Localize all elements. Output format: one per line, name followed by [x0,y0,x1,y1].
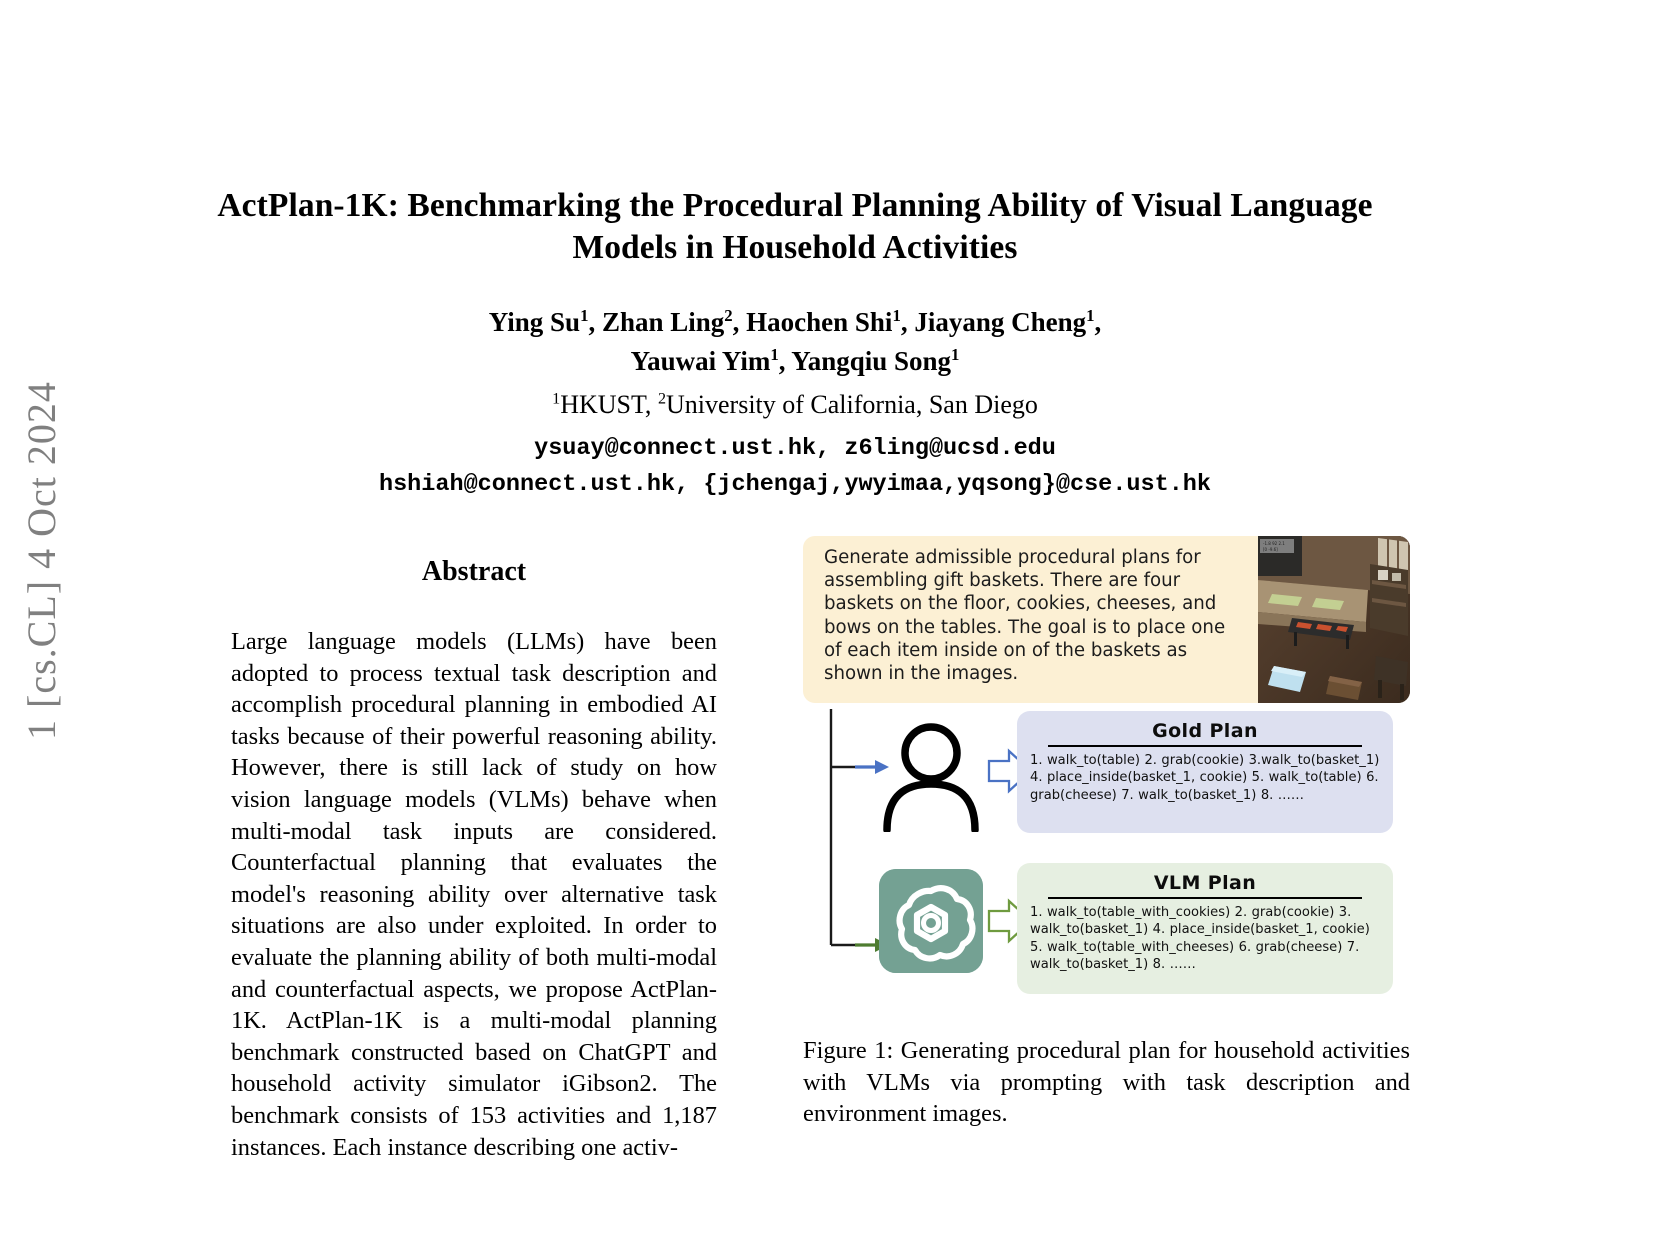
gold-plan-box [1017,711,1393,833]
email-line-1: ysuay@connect.ust.hk, z6ling@ucsd.edu [534,434,1056,462]
vlm-plan-divider [1048,897,1362,899]
task-prompt-box [803,536,1410,703]
abstract-body: Large language models (LLMs) have been adopted to process textual task description and accomplish procedural planning in embodied AI tasks because of their powerful reasoning ability. However, there is still lack of study on how vision language models (VLMs) behave when multi-modal task inputs are considered. Counterfactual planning that evaluates the model's reasoning ability over alternative task situations are also under exploited. In order to evaluate the planning ability of both multi-modal and counterfactual aspects, we propose ActPlan-1K. ActPlan-1K is a multi-modal planning benchmark constructed based on ChatGPT and household activity simulator iGibson2. The benchmark consists of 153 activities and 1,187 instances. Each instance describing one activ- [231,628,717,1161]
author-line-2: Yauwai Yim$^1$, Yangqiu Song$^1$ [630,344,960,376]
title-block [205,185,1385,502]
email-block [205,431,1385,502]
vlm-plan-title: VLM Plan [1153,872,1257,894]
affiliations: $^1$HKUST, $^2$University of California, San Diego [552,390,1038,420]
svg-text:-1.8 92 2.1: -1.8 92 2.1 [1263,541,1285,546]
gold-plan-body: 1. walk_to(table) 2. grab(cookie) 3.walk_to(basket_1) 4. place_inside(basket_1, cookie) 5. walk_to(table) 6. grab(cheese) 7. walk_to(basket_1) 8. …… [1030,753,1380,803]
author-line-1: Ying Su$^1$, Zhan Ling$^2$, Haochen Shi$^1$, Jiayang Cheng$^1$, [488,306,1102,338]
gold-plan-title: Gold Plan [1152,720,1258,742]
simulator-scene-thumbnail [1258,536,1410,703]
figure-flow-diagram [803,709,1410,1009]
gold-plan-divider [1048,745,1362,747]
task-prompt-text: Generate admissible procedural plans for assembling gift baskets. There are four baskets on the floor, cookies, cheeses, and bows on the tables. The goal is to place one of each item inside on of the baskets as shown in the images. [824,547,1226,685]
openai-logo-icon [879,869,983,973]
abstract-heading: Abstract [421,556,527,587]
left-column [231,556,717,1163]
right-column [803,536,1410,1130]
email-line-2: hshiah@connect.ust.hk, {jchengaj,ywyimaa,yqsong}@cse.ust.hk [378,470,1212,498]
author-list [205,303,1385,502]
figure-caption: Figure 1: Generating procedural plan for household activities with VLMs via prompting with task description and environment images. [803,1037,1410,1128]
svg-text:[0 -9.6]: [0 -9.6] [1263,547,1278,552]
arxiv-stamp: 1 [cs.CL] 4 Oct 2024 [19,381,64,740]
person-icon [879,722,983,832]
vlm-plan-body: 1. walk_to(table_with_cookies) 2. grab(cookie) 3. walk_to(basket_1) 4. place_inside(basket_1, cookie) 5. walk_to(table_with_cheeses) 6. grab(cheese) 7. walk_to(basket_1) 8. …… [1030,905,1370,973]
page-title: ActPlan-1K: Benchmarking the Procedural Planning Ability of Visual Language Models in Household Activities [217,187,1373,267]
vlm-plan-box [1017,863,1393,994]
